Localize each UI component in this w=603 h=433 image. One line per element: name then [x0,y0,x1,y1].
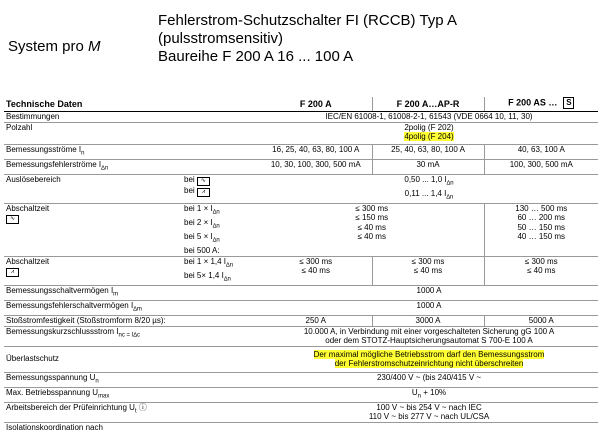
table-row: Bemessungsfehlerströme $I_{\Delta n}$ 10, 30, 100, 300, 500 mA 30 mA 100, 300, 500 mA [4,159,598,174]
table-row: Polzahl 2polig (F 202) 4polig (F 204) [4,122,598,144]
table-row: Max. Betriebsspannung $U_{max}$ $U_n + 10\%$ [4,387,598,402]
table-row: Bemessungsschaltvermögen $I_m$ 1000 A [4,285,598,300]
col-header-f200a-apr: F 200 A…AP-R [372,97,484,112]
ac-wave-icon: ∿ [197,177,210,186]
table-row: Isolationskoordination nach [6,422,103,432]
table-row: Abschaltzeit ⩘ bei 1 × 1,4 $I_{\Delta n}$ bei 5× 1,4 $I_{\Delta n}$ ≤ 300 ms ≤ 40 ms ≤ 300 ms ≤ 40 ms ≤ 300 ms ≤ 40 ms [4,256,598,285]
table-header-row [4,97,598,112]
table-row: Überlastschutz Der maximal mögliche Betriebsstrom darf den Bemessungsstrom der Fehlerstromschutzeinrichtung nicht überschreiten [4,346,598,372]
col-header-label: Technische Daten [4,97,260,112]
document-title [158,12,457,66]
col-header-f200a: F 200 A [260,97,372,112]
table-row: Abschaltzeit ∿ bei $1 \times I_{\Delta n}$ bei $2 \times I_{\Delta n}$ bei $5 \times I_{\Delta n}$ bei 500 A: ≤ 300 ms ≤ 150 ms ≤ 40 ms ≤ 40 ms 130 … 500 ms 60 … 200 ms 50 … 150 ms 40 … 150 ms [4,203,598,256]
info-icon: ⓘ [138,402,147,412]
title-line-1: Fehlerstrom-Schutzschalter FI (RCCB) Typ A [158,12,457,29]
table-row: Bemessungsfehlerschaltvermögen $I_{\Delta m}$ 1000 A [4,300,598,315]
table-row: Auslösebereich bei ∿ bei ⩘ 0,50 ... 1,0 $I_{\Delta n}$ 0,11 ... 1,4 $I_{\Delta n}$ [4,174,598,203]
pulse-wave-icon: ⩘ [6,268,19,277]
table-row: Bemessungsspannung $U_n$ 230/400 V ~ (bis 240/415 V ~ [4,372,598,387]
col-header-f200as: F 200 AS … S [484,97,598,112]
pulse-wave-icon: ⩘ [197,188,210,197]
technical-data-table [4,97,598,432]
table-row: Bemessungskurzschlussstrom $I_{nc = I\Delta c}$ 10.000 A, in Verbindung mit einer vorgeschalteten Sicherung gG 100 A oder dem STOTZ-Hauptsicherungsautomat S 700-E 100 A [4,326,598,346]
table-row: Arbeitsbereich der Prüfeinrichtung $U_t$ ⓘ 100 V ~ bis 254 V ~ nach IEC 110 V ~ bis 277 V ~ nach UL/CSA [4,402,598,422]
s-badge-icon: S [563,97,574,109]
title-line-2: (pulsstromsensitiv) [158,30,284,47]
table-row: Stoßstromfestigkeit (Stoßstromform 8/20 µs): 250 A 3000 A 5000 A [4,316,598,327]
table-row: Bemessungsströme $I_n$ 16, 25, 40, 63, 80, 100 A 25, 40, 63, 80, 100 A 40, 63, 100 A [4,144,598,159]
ac-wave-icon: ∿ [6,215,19,224]
table-row: Bestimmungen IEC/EN 61008-1, 61008-2-1, 61543 (VDE 0664 10, 11, 30) [4,112,598,123]
brand-label: System pro M [8,38,101,55]
title-line-3: Baureihe F 200 A 16 ... 100 A [158,48,354,65]
